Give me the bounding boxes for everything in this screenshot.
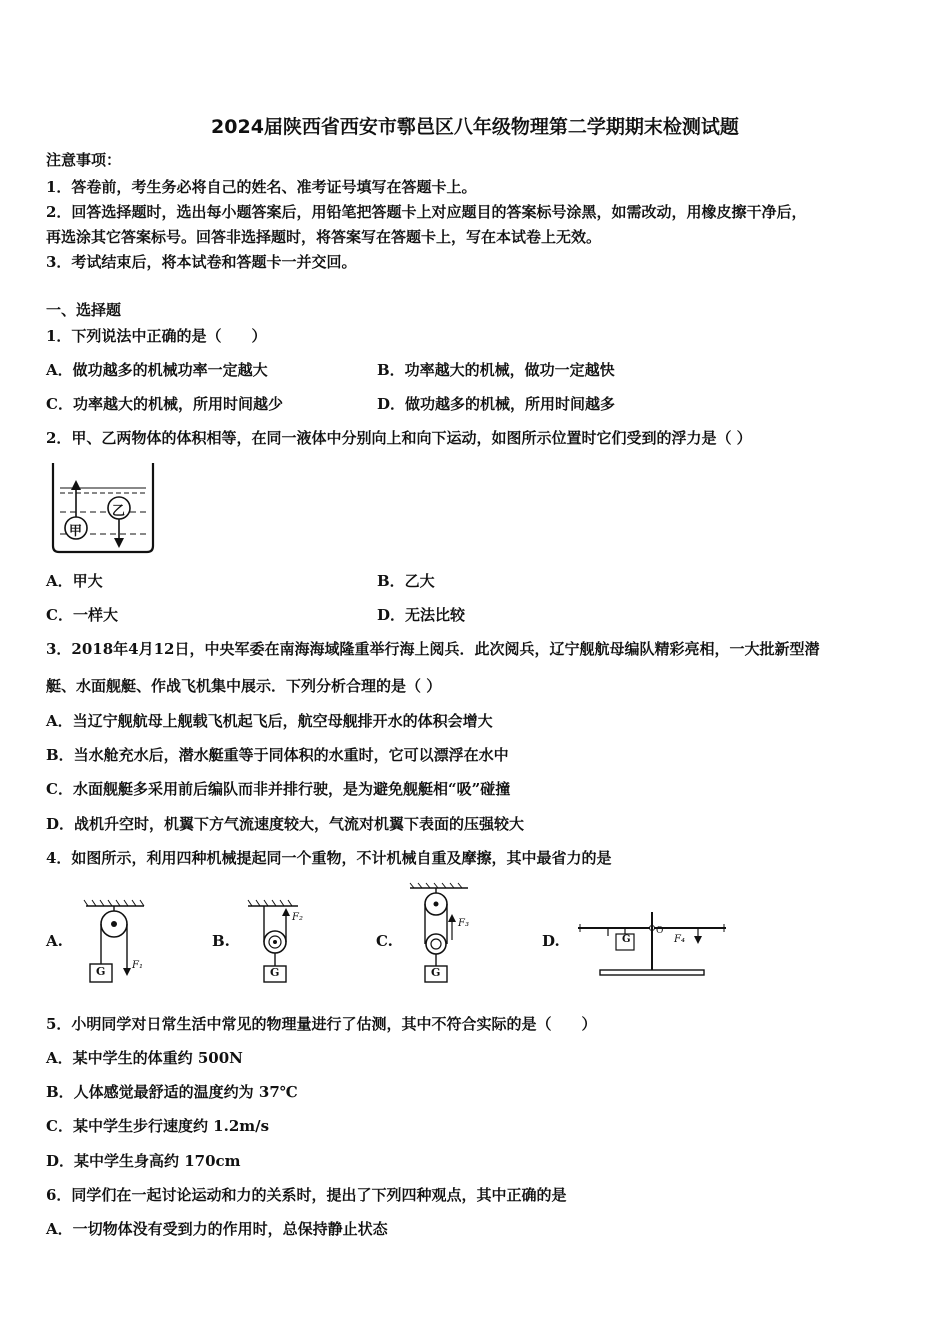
q4-figure-a-fixed-pulley [82, 896, 152, 986]
q3-option-b: B．当水舱充水后，潜水艇重等于同体积的水重时，它可以漂浮在水中 [46, 746, 509, 764]
q4a-weight-g: G [96, 965, 106, 978]
q2-option-a: A．甲大 [46, 572, 103, 590]
notice-item: 再选涂其它答案标号。回答非选择题时，将答案写在答题卡上，写在本试卷上无效。 [46, 228, 602, 246]
q5-option-c: C．某中学生步行速度约 1.2m/s [46, 1117, 270, 1135]
q2-stem: 2．甲、乙两物体的体积相等，在同一液体中分别向上和向下运动，如图所示位置时它们受到的浮力是（ ） [46, 429, 752, 447]
q1-option-d: D．做功越多的机械，所用时间越多 [377, 395, 616, 413]
q5-stem: 5．小明同学对日常生活中常见的物理量进行了估测，其中不符合实际的是（ ） [46, 1015, 597, 1033]
q2-option-d: D．无法比较 [377, 606, 466, 624]
q4b-force-f2: F₂ [292, 912, 303, 923]
q2-option-b: B．乙大 [377, 572, 435, 590]
q5-option-b: B．人体感觉最舒适的温度约为 37℃ [46, 1083, 298, 1101]
notice-item: 2．回答选择题时，选出每小题答案后，用铅笔把答题卡上对应题目的答案标号涂黑，如需改动，用橡皮擦干净后， [46, 203, 807, 221]
q1-option-c: C．功率越大的机械，所用时间越少 [46, 395, 283, 413]
q2-figure-beaker [50, 460, 156, 556]
q2-label-jia: 甲 [69, 524, 83, 539]
q3-option-a: A．当辽宁舰航母上舰载飞机起飞后，航空母舰排开水的体积会增大 [46, 712, 493, 730]
q4-figure-d-lever [574, 908, 730, 988]
q6-option-a: A．一切物体没有受到力的作用时，总保持静止状态 [46, 1220, 388, 1238]
q4-label-a: A. [46, 932, 63, 950]
page-title: 2024届陕西省西安市鄠邑区八年级物理第二学期期末检测试题 [211, 116, 739, 138]
q3-stem-cont: 艇、水面舰艇、作战飞机集中展示．下列分析合理的是（ ） [46, 677, 442, 695]
q3-stem: 3．2018年4月12日，中央军委在南海海域隆重举行海上阅兵．此次阅兵，辽宁舰航母编队精彩亮相，一大批新型潜 [46, 640, 820, 658]
q1-stem: 1．下列说法中正确的是（ ） [46, 327, 267, 345]
q4-figure-b-movable-pulley [244, 896, 314, 986]
section-heading: 一、选择题 [46, 301, 122, 319]
q4b-weight-g: G [270, 966, 280, 979]
q4-label-c: C. [376, 932, 393, 950]
q2-label-yi: 乙 [112, 504, 126, 519]
q4d-weight-g: G [622, 934, 631, 945]
notice-item: 1．答卷前，考生务必将自己的姓名、准考证号填写在答题卡上。 [46, 178, 477, 196]
q3-option-c: C．水面舰艇多采用前后编队而非并排行驶，是为避免舰艇相“吸”碰撞 [46, 780, 511, 798]
q4-stem: 4．如图所示，利用四种机械提起同一个重物，不计机械自重及摩擦，其中最省力的是 [46, 849, 612, 867]
q5-option-d: D．某中学生身高约 170cm [46, 1152, 241, 1170]
q4-figure-c-pulley-block [406, 882, 476, 986]
q5-option-a: A．某中学生的体重约 500N [46, 1049, 243, 1067]
q4c-force-f3: F₃ [458, 918, 469, 929]
q6-stem: 6．同学们在一起讨论运动和力的关系时，提出了下列四种观点，其中正确的是 [46, 1186, 567, 1204]
notice-item: 3．考试结束后，将本试卷和答题卡一并交回。 [46, 253, 357, 271]
q4-label-b: B. [212, 932, 230, 950]
q4d-force-f4: F₄ [674, 934, 685, 945]
q1-option-b: B．功率越大的机械，做功一定越快 [377, 361, 615, 379]
q4-label-d: D. [542, 932, 560, 950]
q3-option-d: D．战机升空时，机翼下方气流速度较大，气流对机翼下表面的压强较大 [46, 815, 525, 833]
q1-option-a: A．做功越多的机械功率一定越大 [46, 361, 268, 379]
q4a-force-f1: F₁ [132, 960, 143, 971]
q4c-weight-g: G [431, 966, 441, 979]
notice-heading: 注意事项： [46, 151, 122, 169]
q2-option-c: C．一样大 [46, 606, 118, 624]
q4d-fulcrum-o: O [656, 926, 664, 936]
